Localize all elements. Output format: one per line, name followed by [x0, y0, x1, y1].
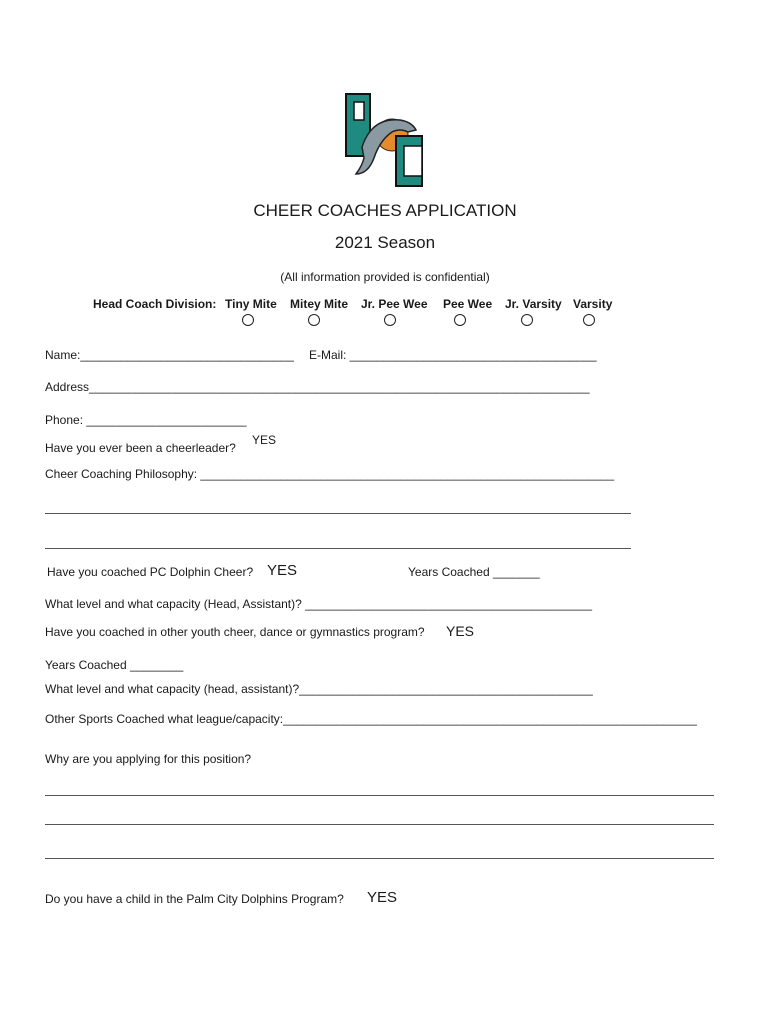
division-option-pee-wee: Pee Wee — [443, 297, 493, 311]
coached-pc-answer[interactable]: YES — [267, 562, 298, 579]
other-youth-answer[interactable]: YES — [446, 623, 475, 639]
division-option-jr-varsity: Jr. Varsity — [505, 297, 562, 311]
cheerleader-answer[interactable]: YES — [252, 433, 277, 447]
pc-dolphins-logo — [342, 92, 427, 190]
years-coached-field-2[interactable]: Years Coached ________ — [45, 658, 184, 672]
why-applying-question: Why are you applying for this position? — [45, 752, 252, 766]
radio-jr-pee-wee[interactable] — [384, 314, 396, 326]
radio-jr-varsity[interactable] — [521, 314, 533, 326]
season-label: 2021 Season — [334, 233, 436, 252]
division-label: Head Coach Division: — [93, 297, 217, 311]
why-line-1[interactable] — [45, 795, 714, 796]
years-coached-field-1[interactable]: Years Coached _______ — [408, 565, 540, 579]
division-option-jr-pee-wee: Jr. Pee Wee — [361, 297, 428, 311]
radio-pee-wee[interactable] — [454, 314, 466, 326]
philosophy-line-2[interactable] — [45, 548, 631, 549]
division-option-tiny-mite: Tiny Mite — [225, 297, 277, 311]
other-youth-question: Have you coached in other youth cheer, dance or gymnastics program? — [45, 625, 425, 639]
coached-pc-question: Have you coached PC Dolphin Cheer? — [47, 565, 254, 579]
philosophy-field[interactable]: Cheer Coaching Philosophy: ______________________________________________________________ — [45, 467, 615, 481]
why-line-3[interactable] — [45, 858, 714, 859]
division-option-mitey-mite: Mitey Mite — [290, 297, 349, 311]
radio-tiny-mite[interactable] — [242, 314, 254, 326]
address-field[interactable]: Address___________________________________________________________________________ — [45, 380, 590, 394]
division-option-varsity: Varsity — [573, 297, 613, 311]
radio-varsity[interactable] — [583, 314, 595, 326]
level-capacity-field-1[interactable]: What level and what capacity (Head, Assistant)? ___________________________________________ — [45, 597, 593, 611]
name-field[interactable]: Name:________________________________ — [45, 348, 294, 362]
philosophy-line-1[interactable] — [45, 513, 631, 514]
radio-mitey-mite[interactable] — [308, 314, 320, 326]
cheerleader-question: Have you ever been a cheerleader? — [45, 441, 236, 455]
other-sports-field[interactable]: Other Sports Coached what league/capacity:______________________________________________________________ — [45, 712, 697, 726]
page-title: CHEER COACHES APPLICATION — [253, 201, 517, 220]
why-line-2[interactable] — [45, 824, 714, 825]
level-capacity-field-2[interactable]: What level and what capacity (head, assistant)?____________________________________________ — [45, 682, 593, 696]
child-program-answer[interactable]: YES — [367, 889, 398, 906]
email-field[interactable]: E-Mail: _____________________________________ — [309, 348, 597, 362]
child-program-question: Do you have a child in the Palm City Dolphins Program? — [45, 892, 344, 906]
phone-field[interactable]: Phone: ________________________ — [45, 413, 247, 427]
confidential-note: (All information provided is confidential) — [280, 270, 490, 284]
